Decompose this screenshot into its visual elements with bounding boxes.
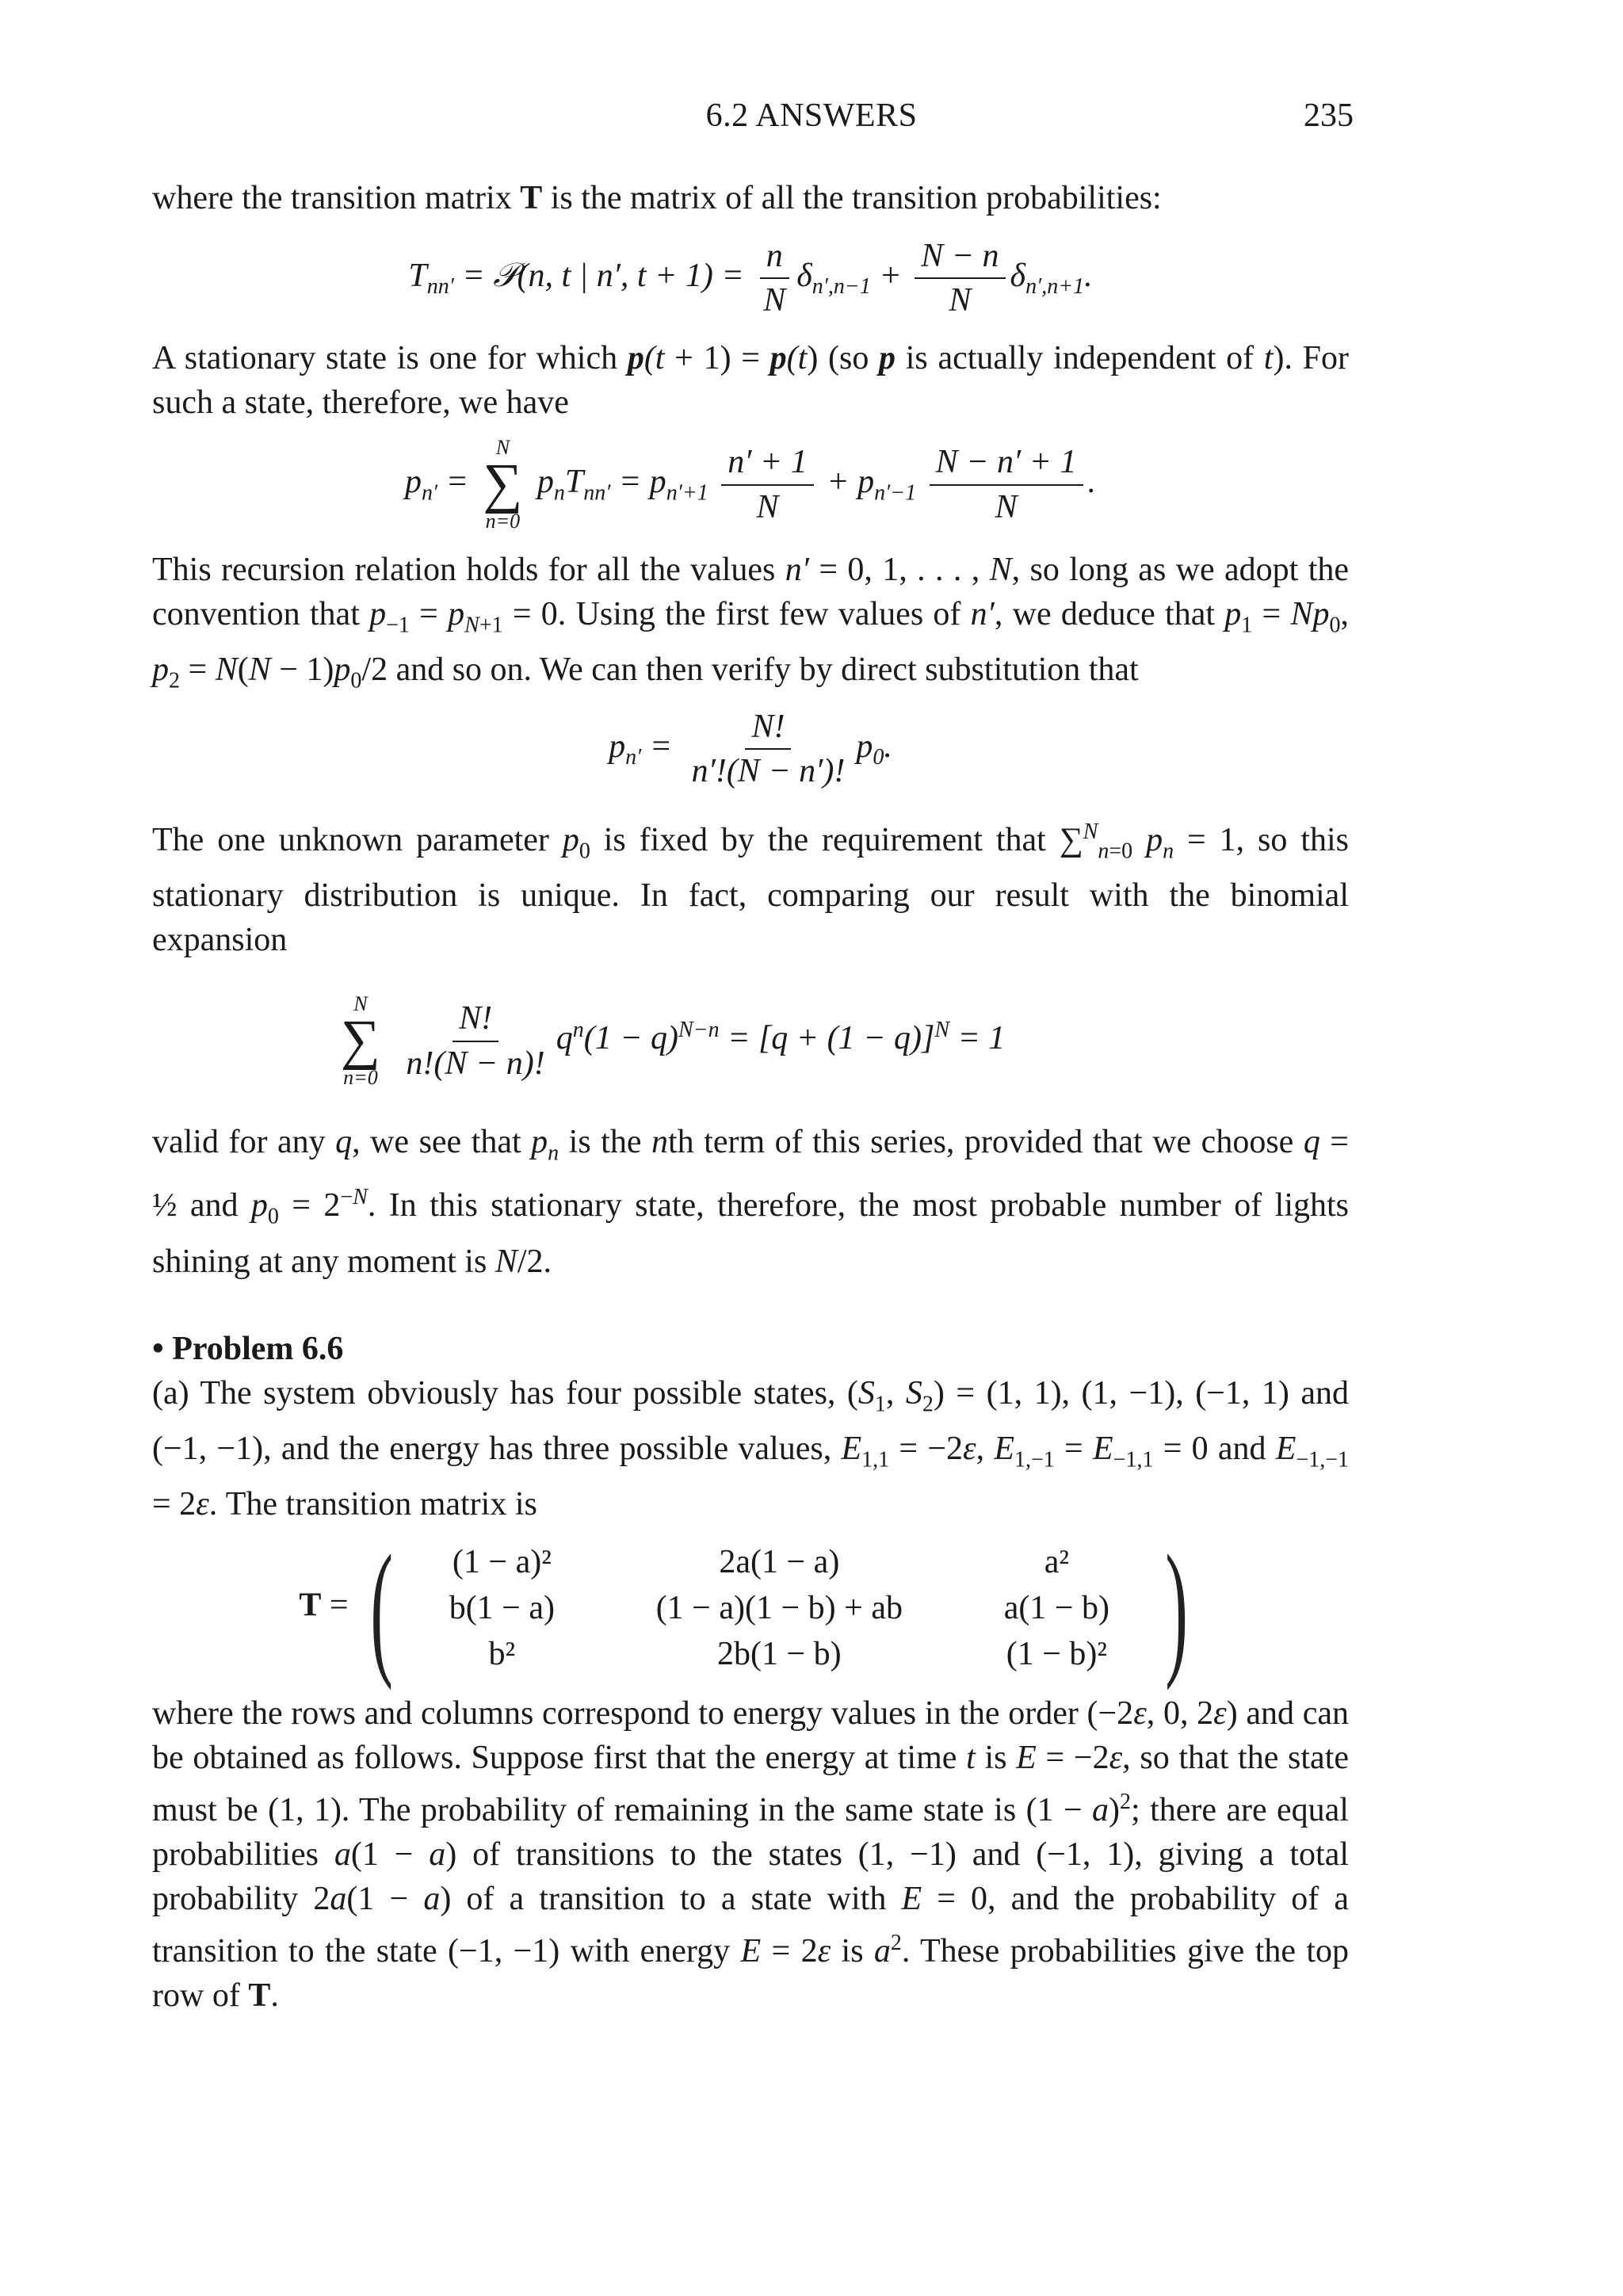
paragraph-recursion: This recursion relation holds for all the values n′ = 0, 1, . . . , N, so long as we adopt the convention that $p_{-1} = p_{N+1} = 0$. Using the first few values of n′, we deduce that $p_1 = Np_0$, $p_2 = N(N - 1)p_0/2$ and so on. We can then verify by direct substitution that <box>152 551 1350 693</box>
equation-binomial: N ∑ n=0 $\frac{N!}{n!(N - n)!}$ $q^n(1 - q)^{N-n} = [q + (1 - q)]^N = 1$ <box>341 992 1006 1089</box>
matrix-cell: a(1 − b) <box>1003 1590 1109 1627</box>
page-number: 235 <box>1304 97 1354 134</box>
matrix: ( (1 − a)² 2a(1 − a) a² b(1 − a) (1 − a)(1 − b) + ab a(1 − b) b² 2b(1 − b) (1 − b)² ) <box>370 1525 1189 1692</box>
matrix-cell: (1 − a)(1 − b) + ab <box>655 1590 903 1627</box>
equation-transition-matrix: $T_{nn'}$ = 𝒫(n, t | n′, t + 1) = $\frac{n}{N}$ $\delta_{n',n-1}$ + $\frac{N - n}{N}$ $\delta_{n',n+1}$. <box>408 238 1093 319</box>
equation-transition-matrix-T: T = ( (1 − a)² 2a(1 − a) a² b(1 − a) (1 − a)(1 − b) + ab a(1 − b) b² 2b(1 − b) (1 − b)² ) <box>152 1533 1349 1683</box>
paragraph-valid: valid for any q, we see that $p_n$ is the nth term of this series, provided that we choose q = ½ and $p_0 = 2^{-N}$. In this stationary state, therefore, the most probable number of lights shining at any moment is N/2. <box>152 1123 1350 1280</box>
matrix-cell: 2a(1 − a) <box>719 1544 840 1581</box>
equation-solution: $p_{n'}$ = $\frac{N!}{n'!(N - n')!}$ $p_0$. <box>609 708 892 789</box>
paragraph-stationary: A stationary state is one for which p(t + 1) = p(t) (so p is actually independent of t). For such a state, therefore, we have <box>152 340 1349 422</box>
matrix-symbol: T <box>299 1587 322 1625</box>
page-content <box>152 176 1349 2018</box>
paragraph-problem-a: (a) The system obviously has four possible states, ($S_1$, $S_2) = (1$, 1), (1, −1), (−1, 1) and (−1, −1), and the energy has three possible values, $E_{1,1} = -2\varepsilon$, $E_{1,-1} = E_{-1,1} = 0$ and $E_{-1,-1} = 2\varepsilon$. The transition matrix is <box>152 1374 1350 1523</box>
problem-heading: • Problem 6.6 <box>152 1330 344 1367</box>
equation-stationary: $p_{n'}$ = N ∑ n=0 $p_nT_{nn'} = p_{n'+1}$ $\frac{n' + 1}{N}$ + $p_{n'-1}$ $\frac{N - n' + 1}{N}$ . <box>404 436 1097 533</box>
running-head: 6.2 ANSWERS <box>705 97 918 134</box>
paragraph-rows-explanation: where the rows and columns correspond to energy values in the order (−2ε, 0, 2ε) and can be obtained as follows. Suppose first that the energy at time t is E = −2ε, so that the state must be (1, 1). The probability of remaining in the same state is $(1 - a)^2$; there are equal probabilities a(1 − a) of transitions to the states (1, −1) and (−1, 1), giving a total probability 2a(1 − a) of a transition to a state with E = 0, and the probability of a transition to the state (−1, −1) with energy E = 2ε is $a^2$. These probabilities give the top row of T. <box>152 1695 1350 2015</box>
matrix-cell: (1 − b)² <box>1006 1636 1107 1673</box>
matrix-cell: (1 − a)² <box>452 1544 552 1581</box>
matrix-cell: b(1 − a) <box>449 1590 555 1627</box>
matrix-cell: 2b(1 − b) <box>717 1636 842 1673</box>
matrix-grid <box>407 1541 1151 1675</box>
matrix-cell: b² <box>488 1636 516 1673</box>
matrix-cell: a² <box>1044 1544 1069 1581</box>
paragraph-transition-intro: where the transition matrix T is the matrix of all the transition probabilities: <box>152 180 1162 216</box>
paragraph-unknown-parameter: The one unknown parameter $p_0$ is fixed by the requirement that ∑$^N_{n=0}$ $p_n = 1$, so this stationary distribution is unique. In fact, comparing our result with the binomial expansion <box>152 819 1349 959</box>
